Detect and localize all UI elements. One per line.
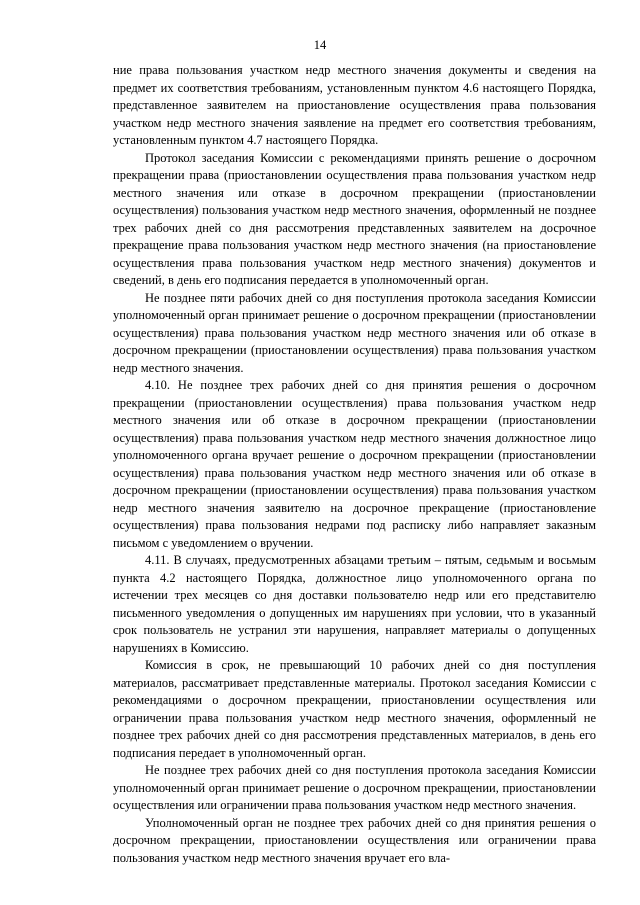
paragraph: 4.10. Не позднее трех рабочих дней со дня принятия решения о досрочном прекращении (приостановлении осуществления) права пользования участком недр местного значения или об отказе в досрочном прекращении (приостановлении осуществления) права пользования участком недр местного значения должностное лицо уполномоченного органа вручает решение о досрочном прекращении (приостановлении осуществления) права пользования участком недр местного значения или об отказе в досрочном прекращении (приостановлении осуществления) права пользования участком недр местного значения заявителю на досрочное прекращение (приостановление осуществления) права пользования недрами под расписку либо направляет заказным письмом с уведомлением о вручении. bbox=[113, 378, 596, 550]
paragraph: 4.11. В случаях, предусмотренных абзацами третьим – пятым, седьмым и восьмым пункта 4.2 настоящего Порядка, должностное лицо уполномоченного органа по истечении трех месяцев со дня доставки пользователю недр или его представителю письменного уведомления о допущенных им нарушениях при условии, что в указанный срок пользователь не устранил эти нарушения, направляет материалы о допущенных нарушениях в Комиссию. bbox=[113, 553, 596, 655]
paragraph: ние права пользования участком недр местного значения документы и сведения на предмет их соответствия требованиям, установленным пунктом 4.6 настоящего Порядка, представленное заявителем на приостановление осуществления права пользования участком недр местного значения заявление на предмет его соответствия требованиям, установленным пунктом 4.7 настоящего Порядка. bbox=[113, 63, 596, 147]
page-number: 14 bbox=[313, 38, 327, 52]
paragraph: Комиссия в срок, не превышающий 10 рабочих дней со дня поступления материалов, рассматривает представленные материалы. Протокол заседания Комиссии с рекомендациями о досрочном прекращении, приостановлении осуществления или ограничении права пользования участком недр местного значения, оформленный не позднее трех рабочих дней со дня рассмотрения представленных материалов, в день его подписания передает в уполномоченный орган. bbox=[113, 658, 596, 760]
paragraph: Не позднее трех рабочих дней со дня поступления протокола заседания Комиссии уполномоченный орган принимает решение о досрочном прекращении, приостановлении осуществления или ограничении права пользования участком недр местного значения. bbox=[113, 763, 596, 812]
paragraph: Не позднее пяти рабочих дней со дня поступления протокола заседания Комиссии уполномоченный орган принимает решение о досрочном прекращении (приостановлении осуществления) права пользования участком недр местного значения или об отказе в досрочном прекращении (приостановлении осуществления) права пользования участком недр местного значения. bbox=[113, 290, 596, 375]
paragraph: Уполномоченный орган не позднее трех рабочих дней со дня принятия решения о досрочном прекращении, приостановлении осуществления или ограничении права пользования участком недр местного значения вручает его вла- bbox=[113, 815, 596, 865]
paragraph: Протокол заседания Комиссии с рекомендациями принять решение о досрочном прекращении права (приостановлении осуществления права пользования участком недр местного значения или отказе в досрочном прекращении (приостановлении осуществления) пользования участком недр местного значения, оформленный не позднее трех рабочих дней со дня рассмотрения представленных заявителем на досрочное прекращение права пользования участком недр местного значения (на приостановление осуществления права пользования участком недр местного значения) документов и сведений, в день его подписания передается в уполномоченный орган. bbox=[113, 150, 596, 287]
body-text bbox=[113, 62, 596, 867]
